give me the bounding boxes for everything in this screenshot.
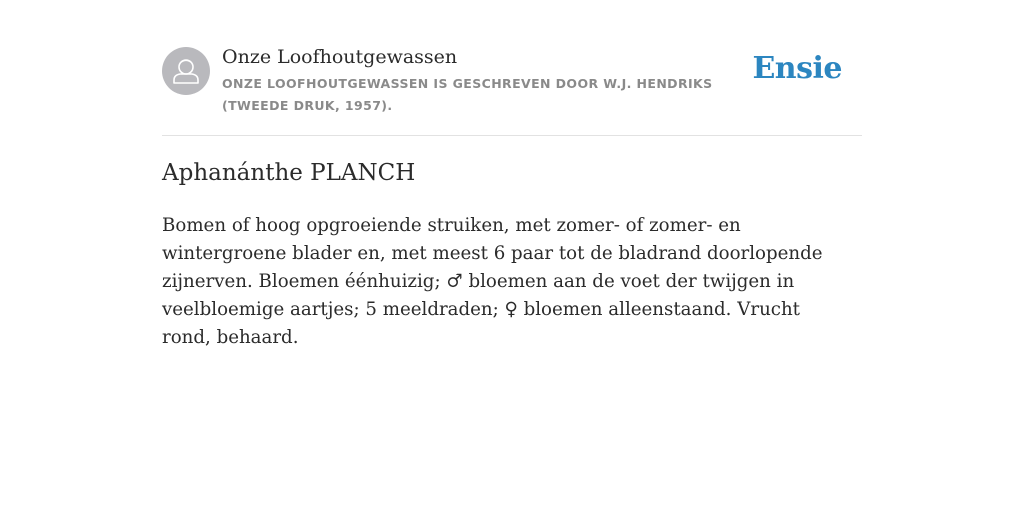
entry-title: Aphanánthe PLANCH	[162, 160, 416, 186]
user-icon	[162, 47, 210, 95]
divider	[162, 135, 862, 136]
brand-logo[interactable]: Ensie	[752, 51, 842, 86]
entry-body: Bomen of hoog opgroeiende struiken, met zomer- of zomer- en wintergroene blader en, met meest 6 paar tot de bladrand doorlopende zijnerven. Bloemen éénhuizig; ♂ bloemen aan de voet der twijgen in veelbloemige aartjes; 5 meeldraden; ♀ bloemen alleenstaand. Vrucht rond, behaard.	[162, 215, 823, 348]
source-title[interactable]: Onze Loofhoutgewassen	[222, 46, 458, 68]
source-header	[162, 46, 862, 136]
avatar	[162, 47, 210, 95]
source-description: ONZE LOOFHOUTGEWASSEN IS GESCHREVEN DOOR W.J. HENDRIKS (TWEEDE DRUK, 1957).	[222, 76, 713, 113]
